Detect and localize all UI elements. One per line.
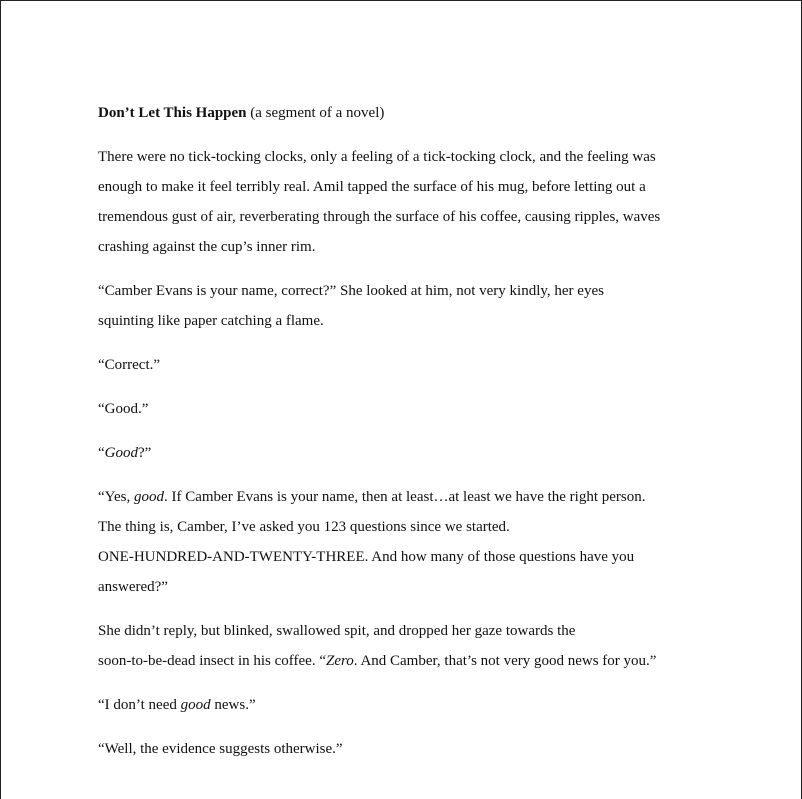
text-span: soon-to-be-dead insect in his coffee. “	[98, 653, 326, 669]
paragraph-7	[98, 616, 718, 676]
paragraph-5	[98, 438, 718, 468]
paragraph-1	[98, 142, 718, 262]
document-body	[98, 98, 718, 778]
paragraph-line: The thing is, Camber, I’ve asked you 123 questions since we started.	[98, 519, 510, 535]
paragraph-line: “Camber Evans is your name, correct?” She looked at him, not very kindly, her eyes	[98, 283, 604, 299]
text-span: . And Camber, that’s not very good news for you.”	[353, 653, 657, 669]
paragraph-6	[98, 482, 718, 602]
paragraph-line: There were no tick-tocking clocks, only a feeling of a tick-tocking clock, and the feeling was	[98, 149, 656, 165]
text-span: news.”	[210, 697, 256, 713]
italic-span: good	[180, 697, 211, 713]
paragraph-9: “Well, the evidence suggests otherwise.”	[98, 741, 343, 757]
paragraph-line: enough to make it feel terribly real. Amil tapped the surface of his mug, before letting out a	[98, 179, 646, 195]
paragraph-3: “Correct.”	[98, 357, 161, 373]
paragraph-line: ONE-HUNDRED-AND-TWENTY-THREE. And how many of those questions have you	[98, 549, 635, 565]
text-span: ?”	[138, 445, 152, 461]
paragraph-line: answered?”	[98, 579, 168, 595]
text-span: “I don’t need	[98, 697, 181, 713]
text-span: . If Camber Evans is your name, then at least…at least we have the right person.	[163, 489, 646, 505]
paragraph-line: She didn’t reply, but blinked, swallowed spit, and dropped her gaze towards the	[98, 623, 576, 639]
paragraph-line: tremendous gust of air, reverberating through the surface of his coffee, causing ripples, waves	[98, 209, 661, 225]
text-span: “	[98, 445, 105, 461]
title-subtitle: (a segment of a novel)	[246, 105, 385, 121]
italic-span: good	[133, 489, 164, 505]
italic-span: Zero	[325, 653, 354, 669]
paragraph-4: “Good.”	[98, 401, 149, 417]
paragraph-line: crashing against the cup’s inner rim.	[98, 239, 316, 255]
text-span: “Yes,	[98, 489, 134, 505]
paragraph-8	[98, 690, 718, 720]
paragraph-line: squinting like paper catching a flame.	[98, 313, 324, 329]
italic-span: Good	[104, 445, 139, 461]
title-bold: Don’t Let This Happen	[98, 105, 247, 121]
paragraph-2	[98, 276, 718, 336]
document-title	[98, 98, 718, 128]
